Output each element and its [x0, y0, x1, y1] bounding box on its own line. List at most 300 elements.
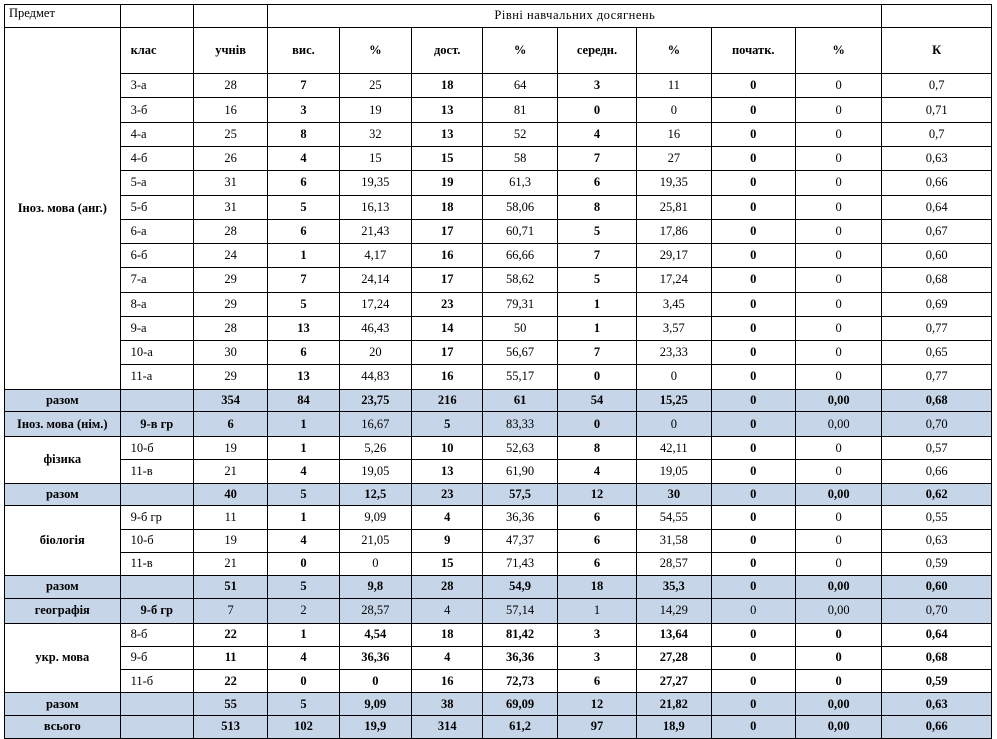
total-value: 0,00 — [795, 576, 881, 599]
value-cell: 26 — [193, 147, 267, 171]
class-cell: 9-б гр — [120, 506, 193, 529]
value-cell: 3,45 — [637, 292, 711, 316]
value-cell: 29 — [193, 292, 267, 316]
value-cell: 0,77 — [882, 316, 992, 340]
value-cell: 0 — [711, 341, 795, 365]
subject-label: Іноз. мова (анг.) — [5, 27, 121, 389]
table-row — [5, 316, 992, 340]
value-cell: 16 — [193, 98, 267, 122]
value-cell: 0 — [795, 646, 881, 669]
value-cell: 6 — [557, 670, 636, 693]
total-value: 23,75 — [339, 389, 411, 412]
class-cell: 5-а — [120, 171, 193, 195]
value-cell: 0,7 — [882, 74, 992, 98]
value-cell: 5 — [268, 195, 339, 219]
table-row — [5, 122, 992, 146]
total-value: 0,62 — [882, 483, 992, 506]
value-cell: 25 — [339, 74, 411, 98]
value-cell: 1 — [268, 412, 339, 437]
value-cell: 0 — [795, 219, 881, 243]
value-cell: 6 — [193, 412, 267, 437]
total-value: 38 — [412, 693, 483, 716]
total-value: 0 — [711, 483, 795, 506]
class-cell: 3-а — [120, 74, 193, 98]
value-cell: 81 — [483, 98, 557, 122]
total-value: 0,68 — [882, 389, 992, 412]
value-cell: 6 — [557, 171, 636, 195]
value-cell: 27,27 — [637, 670, 711, 693]
value-cell: 5 — [412, 412, 483, 437]
value-cell: 0,64 — [882, 195, 992, 219]
value-cell: 0,59 — [882, 670, 992, 693]
total-value: 9,8 — [339, 576, 411, 599]
value-cell: 58,62 — [483, 268, 557, 292]
value-cell: 28 — [193, 219, 267, 243]
total-value: 69,09 — [483, 693, 557, 716]
value-cell: 0 — [711, 365, 795, 389]
total-label: разом — [5, 483, 121, 506]
value-cell: 5 — [268, 292, 339, 316]
value-cell: 60,71 — [483, 219, 557, 243]
value-cell: 21,43 — [339, 219, 411, 243]
table-row — [5, 646, 992, 669]
value-cell: 0 — [711, 437, 795, 460]
column-header: % — [339, 27, 411, 73]
value-cell: 0 — [711, 171, 795, 195]
table-row — [5, 365, 992, 389]
total-value: 84 — [268, 389, 339, 412]
class-cell: 10-а — [120, 341, 193, 365]
value-cell: 21,05 — [339, 529, 411, 552]
class-cell: 4-б — [120, 147, 193, 171]
biology-total-row — [5, 576, 992, 599]
value-cell: 81,42 — [483, 623, 557, 646]
value-cell: 0,60 — [882, 244, 992, 268]
table-row — [5, 341, 992, 365]
value-cell: 0 — [711, 529, 795, 552]
value-cell: 0 — [795, 74, 881, 98]
value-cell: 11 — [193, 646, 267, 669]
class-cell: 11-в — [120, 552, 193, 575]
value-cell: 8 — [557, 437, 636, 460]
value-cell: 0 — [711, 316, 795, 340]
value-cell: 0,66 — [882, 460, 992, 483]
value-cell: 83,33 — [483, 412, 557, 437]
value-cell: 0 — [339, 552, 411, 575]
value-cell: 0 — [795, 98, 881, 122]
value-cell: 13 — [412, 98, 483, 122]
value-cell: 0 — [795, 292, 881, 316]
total-value: 0 — [711, 576, 795, 599]
value-cell: 13 — [268, 365, 339, 389]
value-cell: 4,17 — [339, 244, 411, 268]
value-cell: 1 — [557, 598, 636, 623]
value-cell: 0 — [711, 98, 795, 122]
value-cell: 1 — [268, 244, 339, 268]
value-cell: 0 — [795, 268, 881, 292]
table-row — [5, 74, 992, 98]
class-cell: 9-в гр — [120, 412, 193, 437]
value-cell: 0 — [795, 244, 881, 268]
value-cell: 16 — [412, 244, 483, 268]
value-cell: 36,36 — [483, 646, 557, 669]
total-value: 57,5 — [483, 483, 557, 506]
subject-label: Іноз. мова (нім.) — [5, 412, 121, 437]
value-cell: 5 — [557, 268, 636, 292]
table-body — [5, 5, 992, 739]
value-cell: 0,55 — [882, 506, 992, 529]
value-cell: 42,11 — [637, 437, 711, 460]
value-cell: 0 — [795, 552, 881, 575]
total-value: 54 — [557, 389, 636, 412]
value-cell: 18 — [412, 623, 483, 646]
value-cell: 0 — [711, 219, 795, 243]
total-value: 0,00 — [795, 389, 881, 412]
class-cell: 9-а — [120, 316, 193, 340]
total-value: 0,66 — [882, 715, 992, 738]
subject-label: фізика — [5, 437, 121, 483]
total-value: 23 — [412, 483, 483, 506]
value-cell: 21 — [193, 552, 267, 575]
value-cell: 29,17 — [637, 244, 711, 268]
value-cell: 0,65 — [882, 341, 992, 365]
value-cell: 15 — [412, 552, 483, 575]
value-cell: 47,37 — [483, 529, 557, 552]
subject-label: географія — [5, 598, 121, 623]
total-value: 12 — [557, 483, 636, 506]
value-cell: 16,13 — [339, 195, 411, 219]
class-cell: 9-б гр — [120, 598, 193, 623]
total-label: всього — [5, 715, 121, 738]
class-cell: 4-а — [120, 122, 193, 146]
value-cell: 0,70 — [882, 412, 992, 437]
value-cell: 0 — [711, 598, 795, 623]
value-cell: 0 — [795, 506, 881, 529]
value-cell: 46,43 — [339, 316, 411, 340]
value-cell: 25 — [193, 122, 267, 146]
value-cell: 13 — [412, 460, 483, 483]
value-cell: 9 — [412, 529, 483, 552]
value-cell: 19,05 — [339, 460, 411, 483]
value-cell: 9,09 — [339, 506, 411, 529]
value-cell: 18 — [412, 74, 483, 98]
value-cell: 0 — [557, 98, 636, 122]
table-row — [5, 529, 992, 552]
total-value: 12,5 — [339, 483, 411, 506]
table-row — [5, 268, 992, 292]
class-cell: 10-б — [120, 529, 193, 552]
value-cell: 0,69 — [882, 292, 992, 316]
column-header: % — [483, 27, 557, 73]
value-cell: 0 — [795, 171, 881, 195]
value-cell: 3 — [557, 623, 636, 646]
total-value: 0,00 — [795, 693, 881, 716]
total-value: 0 — [711, 693, 795, 716]
geography-row — [5, 598, 992, 623]
value-cell: 28 — [193, 316, 267, 340]
value-cell: 0 — [795, 341, 881, 365]
total-value: 5 — [268, 483, 339, 506]
value-cell: 16 — [412, 365, 483, 389]
value-cell: 5 — [557, 219, 636, 243]
value-cell: 4 — [268, 460, 339, 483]
class-cell: 11-в — [120, 460, 193, 483]
value-cell: 19 — [193, 529, 267, 552]
value-cell: 6 — [268, 341, 339, 365]
value-cell: 0,66 — [882, 171, 992, 195]
value-cell: 0 — [557, 412, 636, 437]
value-cell: 21 — [193, 460, 267, 483]
value-cell: 0 — [711, 147, 795, 171]
value-cell: 17 — [412, 341, 483, 365]
value-cell: 2 — [268, 598, 339, 623]
value-cell: 6 — [268, 219, 339, 243]
value-cell: 0 — [711, 244, 795, 268]
value-cell: 17,24 — [339, 292, 411, 316]
total-value: 9,09 — [339, 693, 411, 716]
total-value: 0,63 — [882, 693, 992, 716]
class-cell: 9-б — [120, 646, 193, 669]
value-cell: 0 — [711, 74, 795, 98]
column-header: початк. — [711, 27, 795, 73]
value-cell: 22 — [193, 623, 267, 646]
value-cell: 0 — [795, 623, 881, 646]
class-cell: 5-б — [120, 195, 193, 219]
value-cell: 0,64 — [882, 623, 992, 646]
value-cell: 72,73 — [483, 670, 557, 693]
value-cell: 66,66 — [483, 244, 557, 268]
total-value: 30 — [637, 483, 711, 506]
value-cell: 4 — [557, 122, 636, 146]
total-value: 51 — [193, 576, 267, 599]
value-cell: 0 — [711, 268, 795, 292]
value-cell: 55,17 — [483, 365, 557, 389]
empty-header-cell — [193, 5, 267, 28]
value-cell: 13,64 — [637, 623, 711, 646]
value-cell: 6 — [557, 552, 636, 575]
total-value: 35,3 — [637, 576, 711, 599]
value-cell: 0 — [711, 623, 795, 646]
ukrainian-total-row — [5, 693, 992, 716]
value-cell: 19,35 — [637, 171, 711, 195]
value-cell: 4 — [268, 147, 339, 171]
english-total-row — [5, 389, 992, 412]
column-header: дост. — [412, 27, 483, 73]
value-cell: 0 — [795, 147, 881, 171]
value-cell: 0,57 — [882, 437, 992, 460]
value-cell: 4 — [557, 460, 636, 483]
value-cell: 4 — [412, 506, 483, 529]
column-header: % — [795, 27, 881, 73]
value-cell: 0 — [711, 506, 795, 529]
value-cell: 15 — [412, 147, 483, 171]
table-row — [5, 98, 992, 122]
value-cell: 0 — [711, 670, 795, 693]
value-cell: 31 — [193, 171, 267, 195]
value-cell: 0 — [711, 552, 795, 575]
value-cell: 61,90 — [483, 460, 557, 483]
total-label: разом — [5, 693, 121, 716]
value-cell: 58 — [483, 147, 557, 171]
value-cell: 0 — [795, 195, 881, 219]
header-row-columns — [5, 27, 992, 73]
table-row — [5, 437, 992, 460]
total-value: 40 — [193, 483, 267, 506]
total-value: 5 — [268, 693, 339, 716]
value-cell: 17,86 — [637, 219, 711, 243]
column-header: клас — [120, 27, 193, 73]
value-cell: 0 — [795, 122, 881, 146]
value-cell: 54,55 — [637, 506, 711, 529]
value-cell: 18 — [412, 195, 483, 219]
value-cell: 0 — [711, 646, 795, 669]
table-row — [5, 244, 992, 268]
value-cell: 7 — [557, 244, 636, 268]
value-cell: 0 — [711, 292, 795, 316]
value-cell: 6 — [268, 171, 339, 195]
total-value: 18 — [557, 576, 636, 599]
value-cell: 52,63 — [483, 437, 557, 460]
value-cell: 23 — [412, 292, 483, 316]
value-cell: 56,67 — [483, 341, 557, 365]
class-cell: 10-б — [120, 437, 193, 460]
table-row — [5, 171, 992, 195]
total-value: 0 — [711, 715, 795, 738]
value-cell: 0,63 — [882, 529, 992, 552]
value-cell: 0,59 — [882, 552, 992, 575]
table-row — [5, 670, 992, 693]
value-cell: 3 — [268, 98, 339, 122]
value-cell: 44,83 — [339, 365, 411, 389]
header-row-title — [5, 5, 992, 28]
value-cell: 27 — [637, 147, 711, 171]
class-cell: 6-б — [120, 244, 193, 268]
total-value: 513 — [193, 715, 267, 738]
value-cell: 24 — [193, 244, 267, 268]
value-cell: 3 — [557, 74, 636, 98]
total-value: 0,00 — [795, 483, 881, 506]
value-cell: 0 — [711, 412, 795, 437]
value-cell: 8 — [557, 195, 636, 219]
value-cell: 19 — [339, 98, 411, 122]
value-cell: 0,67 — [882, 219, 992, 243]
value-cell: 1 — [557, 292, 636, 316]
value-cell: 64 — [483, 74, 557, 98]
empty-header-cell — [882, 5, 992, 28]
table-row — [5, 623, 992, 646]
value-cell: 0,63 — [882, 147, 992, 171]
value-cell: 17,24 — [637, 268, 711, 292]
value-cell: 0 — [268, 552, 339, 575]
value-cell: 29 — [193, 365, 267, 389]
value-cell: 4 — [268, 529, 339, 552]
value-cell: 0 — [711, 195, 795, 219]
value-cell: 4,54 — [339, 623, 411, 646]
value-cell: 52 — [483, 122, 557, 146]
value-cell: 16,67 — [339, 412, 411, 437]
value-cell: 1 — [268, 506, 339, 529]
value-cell: 36,36 — [339, 646, 411, 669]
value-cell: 0 — [795, 670, 881, 693]
subject-label: біологія — [5, 506, 121, 576]
value-cell: 7 — [193, 598, 267, 623]
value-cell: 0 — [795, 460, 881, 483]
value-cell: 0 — [339, 670, 411, 693]
value-cell: 0 — [795, 365, 881, 389]
total-value: 12 — [557, 693, 636, 716]
value-cell: 31,58 — [637, 529, 711, 552]
total-value: 19,9 — [339, 715, 411, 738]
value-cell: 23,33 — [637, 341, 711, 365]
total-value: 28 — [412, 576, 483, 599]
column-header: % — [637, 27, 711, 73]
value-cell: 0,00 — [795, 412, 881, 437]
value-cell: 11 — [193, 506, 267, 529]
subject-header: Предмет — [5, 5, 121, 28]
empty-header-cell — [120, 5, 193, 28]
column-header: середн. — [557, 27, 636, 73]
value-cell: 0 — [637, 365, 711, 389]
value-cell: 19 — [193, 437, 267, 460]
value-cell: 61,3 — [483, 171, 557, 195]
total-value: 15,25 — [637, 389, 711, 412]
value-cell: 11 — [637, 74, 711, 98]
value-cell: 7 — [557, 147, 636, 171]
value-cell: 28,57 — [339, 598, 411, 623]
value-cell: 15 — [339, 147, 411, 171]
class-cell: 11-а — [120, 365, 193, 389]
value-cell: 28,57 — [637, 552, 711, 575]
value-cell: 3,57 — [637, 316, 711, 340]
total-value: 354 — [193, 389, 267, 412]
value-cell: 7 — [557, 341, 636, 365]
value-cell: 10 — [412, 437, 483, 460]
value-cell: 17 — [412, 268, 483, 292]
total-value — [120, 693, 193, 716]
subject-label: укр. мова — [5, 623, 121, 693]
value-cell: 0,77 — [882, 365, 992, 389]
value-cell: 1 — [557, 316, 636, 340]
table-row — [5, 292, 992, 316]
table-row — [5, 552, 992, 575]
class-cell: 6-а — [120, 219, 193, 243]
value-cell: 0,68 — [882, 268, 992, 292]
table-row — [5, 460, 992, 483]
value-cell: 0 — [795, 316, 881, 340]
value-cell: 36,36 — [483, 506, 557, 529]
value-cell: 79,31 — [483, 292, 557, 316]
value-cell: 0,7 — [882, 122, 992, 146]
value-cell: 4 — [268, 646, 339, 669]
value-cell: 13 — [268, 316, 339, 340]
column-header: учнів — [193, 27, 267, 73]
value-cell: 6 — [557, 506, 636, 529]
total-label: разом — [5, 389, 121, 412]
total-value: 61 — [483, 389, 557, 412]
total-value: 314 — [412, 715, 483, 738]
value-cell: 16 — [412, 670, 483, 693]
total-value: 97 — [557, 715, 636, 738]
value-cell: 19,05 — [637, 460, 711, 483]
value-cell: 16 — [637, 122, 711, 146]
value-cell: 19,35 — [339, 171, 411, 195]
total-value — [120, 715, 193, 738]
value-cell: 30 — [193, 341, 267, 365]
value-cell: 0,71 — [882, 98, 992, 122]
value-cell: 20 — [339, 341, 411, 365]
value-cell: 0,00 — [795, 598, 881, 623]
levels-title: Рівні навчальних досягнень — [268, 5, 882, 28]
